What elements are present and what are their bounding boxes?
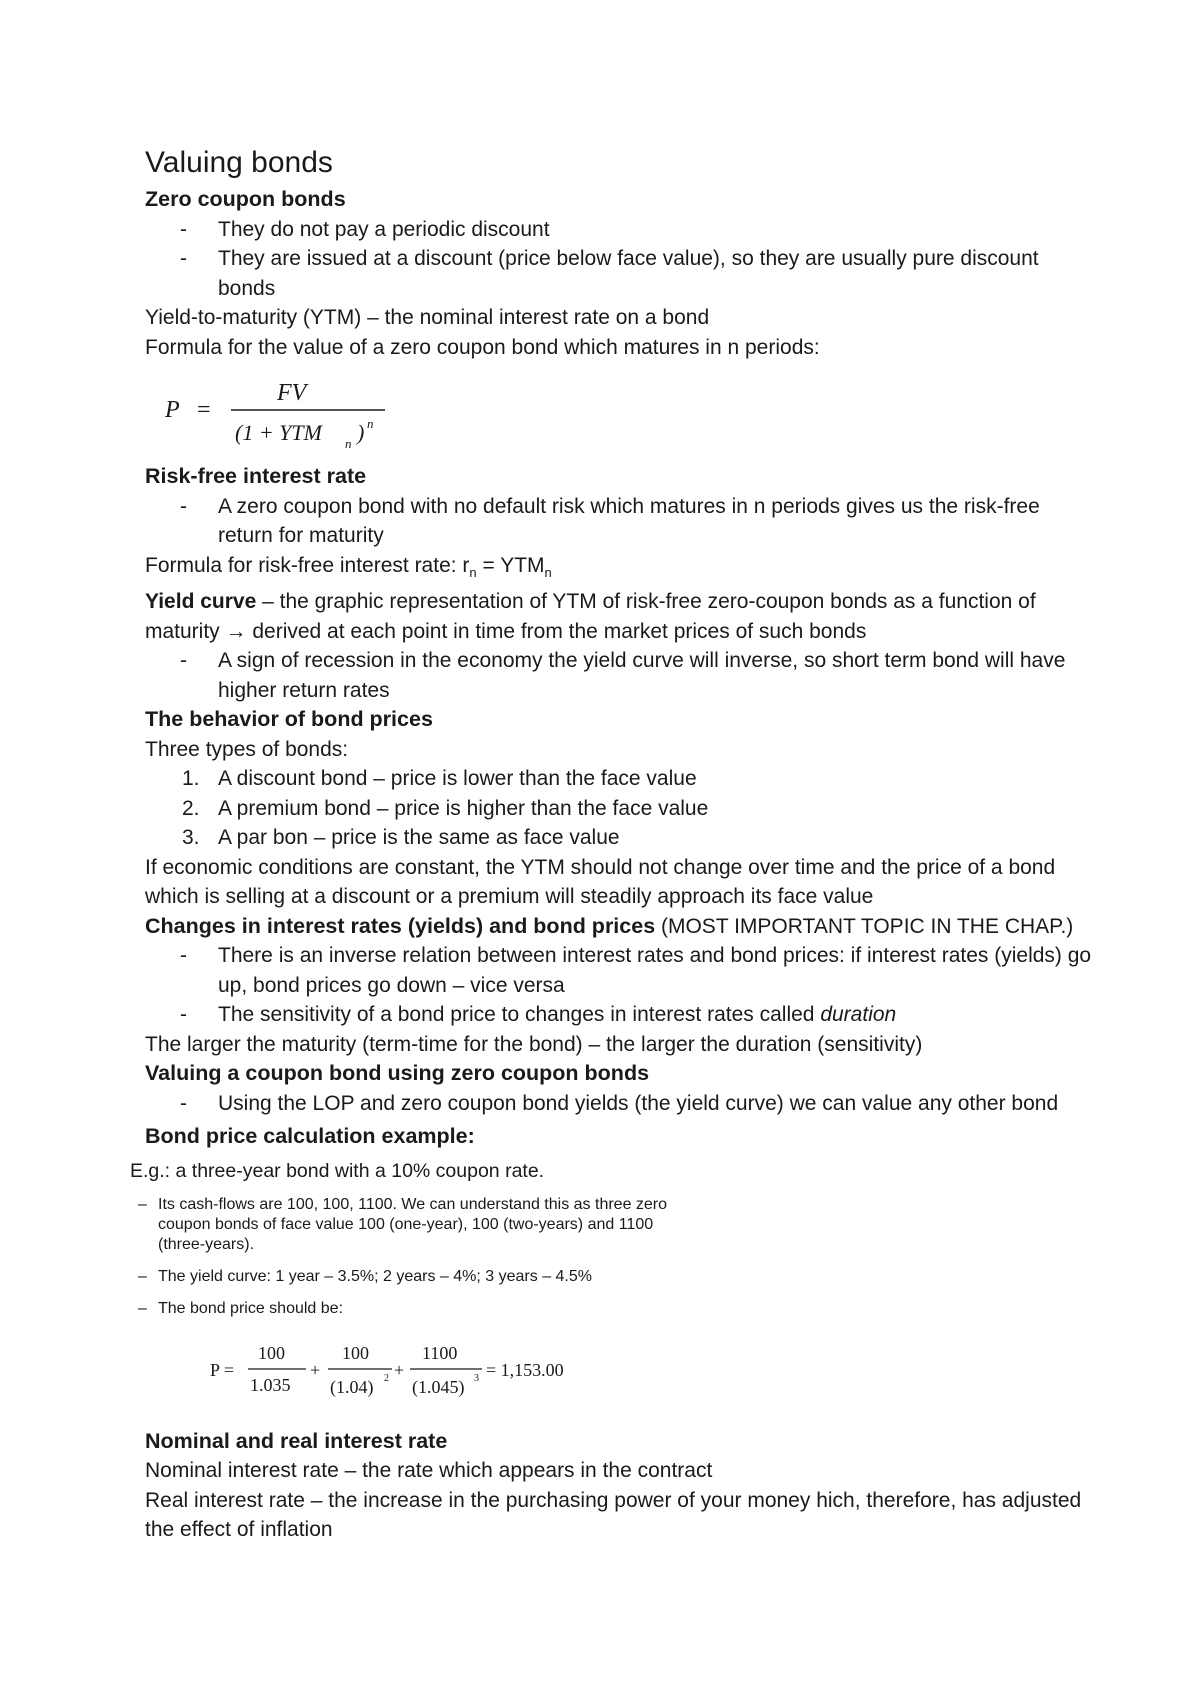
document-content bbox=[130, 143, 1095, 1545]
duration-term: duration bbox=[820, 1003, 897, 1027]
changes-list bbox=[145, 941, 1095, 1030]
bond-types-list bbox=[145, 764, 1095, 853]
formula-lhs: P bbox=[165, 397, 180, 423]
arrow-icon: → bbox=[225, 619, 247, 643]
zero-coupon-list bbox=[145, 215, 1095, 304]
price-lhs: P = bbox=[210, 1359, 234, 1380]
behavior-paragraph: If economic conditions are constant, the YTM should not change over time and the price of a bond which is selling at a discount or a premium will steadily approach its face value bbox=[145, 855, 1056, 909]
heading-example: Bond price calculation example: bbox=[145, 1124, 475, 1149]
formula-denominator-b: ) bbox=[357, 420, 365, 445]
formula-equals: = bbox=[197, 397, 211, 423]
yield-curve-definition bbox=[145, 587, 1095, 646]
list-item bbox=[218, 1000, 1095, 1030]
heading-coupon-bond: Valuing a coupon bond using zero coupon bonds bbox=[145, 1061, 650, 1086]
heading-behavior: The behavior of bond prices bbox=[145, 707, 433, 732]
list-number: 2. bbox=[182, 796, 200, 820]
bond-price-formula-graphic bbox=[130, 1331, 650, 1421]
list-item: - A zero coupon bond with no default risk which matures in n periods gives us the risk-free return for maturity bbox=[218, 492, 1095, 551]
list-item: - There is an inverse relation between interest rates and bond prices: if interest rates (yields) go up, bond prices go down – vice versa bbox=[218, 941, 1095, 1000]
risk-free-formula-sub2: n bbox=[544, 564, 552, 580]
list-item bbox=[182, 823, 1095, 853]
example-intro: E.g.: a three-year bond with a 10% coupon rate. bbox=[130, 1159, 545, 1182]
yield-curve-def-b: derived at each point in time from the market prices of such bonds bbox=[246, 619, 867, 643]
list-item: - Using the LOP and zero coupon bond yields (the yield curve) we can value any other bond bbox=[218, 1089, 1095, 1119]
nominal-definition: Nominal interest rate – the rate which appears in the contract bbox=[145, 1459, 713, 1483]
heading-risk-free: Risk-free interest rate bbox=[145, 464, 367, 488]
term3-denominator: (1.045) bbox=[412, 1376, 465, 1397]
changes-note: (MOST IMPORTANT TOPIC IN THE CHAP.) bbox=[655, 914, 1074, 938]
formula-denominator-sub: n bbox=[345, 436, 352, 451]
list-text: A discount bond – price is lower than the face value bbox=[218, 767, 697, 791]
risk-free-formula-a: Formula for risk-free interest rate: r bbox=[145, 553, 470, 577]
plus-sign: + bbox=[310, 1359, 321, 1380]
example-bullet: – Its cash-flows are 100, 100, 1100. We can understand this as three zero coupon bonds of face value 100 (one-year), 100 (two-years) and 1100 (three-years). bbox=[130, 1195, 670, 1255]
yield-curve-term: Yield curve bbox=[145, 590, 257, 614]
formula-denominator-exp: n bbox=[367, 416, 374, 431]
heading-changes: Changes in interest rates (yields) and bond prices bbox=[145, 913, 656, 938]
list-item: - A sign of recession in the economy the yield curve will inverse, so short term bond will have higher return rates bbox=[218, 646, 1095, 705]
risk-free-formula-sub1: n bbox=[469, 564, 477, 580]
list-number: 1. bbox=[182, 767, 200, 791]
changes-heading-line bbox=[145, 912, 1095, 942]
risk-free-formula-b: = YTM bbox=[476, 553, 545, 577]
term2-exponent: 2 bbox=[384, 1372, 389, 1384]
list-item bbox=[182, 794, 1095, 824]
formula-numerator: FV bbox=[277, 380, 307, 406]
yield-curve-def-a: – the graphic representation of YTM of risk-free zero-coupon bonds as a function of maturity bbox=[145, 590, 1036, 643]
example-figure bbox=[130, 1158, 1095, 1421]
plus-sign: + bbox=[394, 1359, 405, 1380]
maturity-paragraph: The larger the maturity (term-time for the bond) – the larger the duration (sensitivity) bbox=[145, 1032, 923, 1056]
duration-text: The sensitivity of a bond price to changes in interest rates called bbox=[218, 1003, 821, 1027]
term3-numerator: 1100 bbox=[422, 1342, 458, 1363]
formula-graphic bbox=[145, 362, 445, 462]
yield-curve-list bbox=[145, 646, 1095, 705]
example-bullet: – The bond price should be: bbox=[130, 1299, 670, 1319]
risk-free-list bbox=[145, 492, 1095, 551]
list-text: A premium bond – price is higher than the face value bbox=[218, 796, 709, 820]
heading-nominal-real: Nominal and real interest rate bbox=[145, 1428, 448, 1453]
list-number: 3. bbox=[182, 826, 200, 850]
term1-numerator: 100 bbox=[258, 1342, 285, 1363]
zero-coupon-formula bbox=[145, 362, 1095, 462]
page-title: Valuing bonds bbox=[145, 146, 333, 179]
bond-types-intro: Three types of bonds: bbox=[145, 737, 349, 761]
real-definition: Real interest rate – the increase in the purchasing power of your money hich, therefore, has adjusted the effect of inflation bbox=[145, 1488, 1082, 1542]
bond-price-formula bbox=[130, 1331, 1095, 1421]
example-bullets bbox=[130, 1195, 670, 1319]
list-item: - They do not pay a periodic discount bbox=[218, 215, 1095, 245]
formula-intro: Formula for the value of a zero coupon bond which matures in n periods: bbox=[145, 335, 820, 359]
list-item bbox=[182, 764, 1095, 794]
coupon-bond-list bbox=[145, 1089, 1095, 1119]
heading-zero-coupon: Zero coupon bonds bbox=[145, 187, 346, 211]
term2-numerator: 100 bbox=[342, 1342, 369, 1363]
price-result: = 1,153.00 bbox=[486, 1359, 564, 1380]
formula-denominator-a: (1 + YTM bbox=[235, 420, 322, 445]
list-item: - They are issued at a discount (price below face value), so they are usually pure discount bonds bbox=[218, 244, 1095, 303]
list-text: A par bon – price is the same as face value bbox=[218, 826, 620, 850]
ytm-definition: Yield-to-maturity (YTM) – the nominal interest rate on a bond bbox=[145, 306, 710, 329]
term1-denominator: 1.035 bbox=[250, 1374, 291, 1395]
risk-free-formula bbox=[145, 551, 1095, 588]
example-bullet: – The yield curve: 1 year – 3.5%; 2 years – 4%; 3 years – 4.5% bbox=[130, 1267, 670, 1287]
term2-denominator: (1.04) bbox=[330, 1376, 374, 1397]
term3-exponent: 3 bbox=[474, 1372, 479, 1384]
